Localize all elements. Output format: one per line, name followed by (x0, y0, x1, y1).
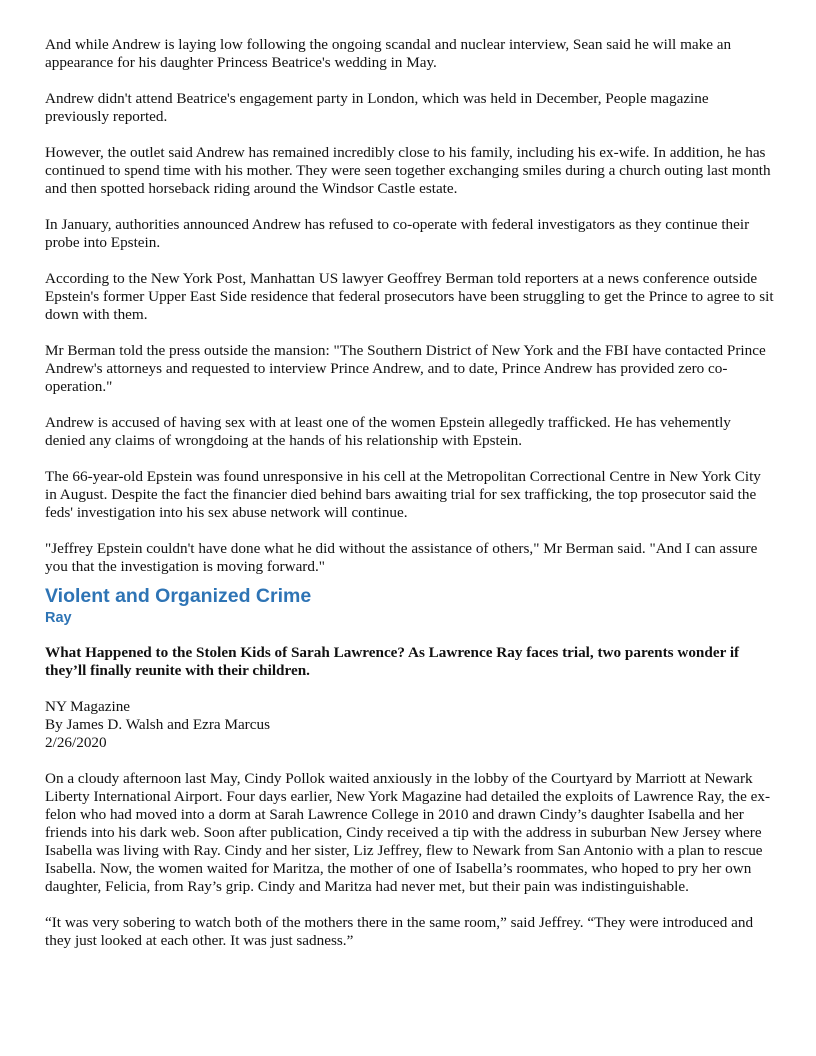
article-source: NY Magazine (45, 698, 131, 715)
section-subheading: Ray (45, 610, 72, 626)
article-1-paragraph: And while Andrew is laying low following the ongoing scandal and nuclear interview, Sean said he will make an appearance for his daughter Princess Beatrice's wedding in May. (45, 36, 732, 71)
article-1-paragraph: Andrew is accused of having sex with at least one of the women Epstein allegedly trafficked. He has vehemently denied any claims of wrongdoing at the hands of his relationship with Epstein. (45, 414, 731, 449)
article-date: 2/26/2020 (45, 734, 107, 751)
article-byline: By James D. Walsh and Ezra Marcus (45, 716, 270, 733)
article-1-paragraph: Andrew didn't attend Beatrice's engagement party in London, which was held in December, People magazine previously reported. (45, 90, 709, 125)
article-2-paragraph: On a cloudy afternoon last May, Cindy Pollok waited anxiously in the lobby of the Courtyard by Marriott at Newark Liberty International Airport. Four days earlier, New York Magazine had detailed the exploits of Lawrence Ray, the ex-felon who had moved into a dorm at Sarah Lawrence College in 2010 and drawn Cindy’s daughter Isabella and her friends into his dark web. Soon after publication, Cindy received a tip with the address in suburban New Jersey where Isabella was living with Ray. Cindy and her sister, Liz Jeffrey, flew to Newark from San Antonio with a plan to rescue Isabella. Now, the women waited for Maritza, the mother of one of Isabella’s roommates, who hoped to pry her own daughter, Felicia, from Ray’s grip. Cindy and Maritza had never met, but their pain was indistinguishable. (45, 770, 771, 895)
article-1-paragraph: In January, authorities announced Andrew has refused to co-operate with federal investigators as they continue their probe into Epstein. (45, 216, 750, 251)
article-2 (45, 644, 775, 950)
document-page (45, 36, 775, 968)
article-2-paragraph: “It was very sobering to watch both of the mothers there in the same room,” said Jeffrey. “They were introduced and they just looked at each other. It was just sadness.” (45, 914, 754, 949)
article-1-body (45, 36, 775, 576)
article-1-paragraph: Mr Berman told the press outside the mansion: "The Southern District of New York and the FBI have contacted Prince Andrew's attorneys and requested to interview Prince Andrew, and to date, Prince Andrew has provided zero co-operation." (45, 342, 766, 395)
article-headline: What Happened to the Stolen Kids of Sarah Lawrence? As Lawrence Ray faces trial, two parents wonder if they’ll finally reunite with their children. (45, 644, 740, 679)
article-meta (45, 698, 775, 752)
article-1-paragraph: However, the outlet said Andrew has remained incredibly close to his family, including his ex-wife. In addition, he has continued to spend time with his mother. They were seen together exchanging smiles during a church outing last month and then spotted horseback riding around the Windsor Castle estate. (45, 144, 771, 197)
article-1-paragraph: The 66-year-old Epstein was found unresponsive in his cell at the Metropolitan Correctional Centre in New York City in August. Despite the fact the financier died behind bars awaiting trial for sex trafficking, the top prosecutor said the feds' investigation into his sex abuse network will continue. (45, 468, 761, 521)
section-heading: Violent and Organized Crime (45, 585, 312, 607)
article-1-paragraph: According to the New York Post, Manhattan US lawyer Geoffrey Berman told reporters at a news conference outside Epstein's former Upper East Side residence that federal prosecutors have been struggling to get the Prince to agree to sit down with them. (45, 270, 774, 323)
article-1-paragraph: "Jeffrey Epstein couldn't have done what he did without the assistance of others," Mr Berman said. "And I can assure you that the investigation is moving forward." (45, 540, 758, 575)
